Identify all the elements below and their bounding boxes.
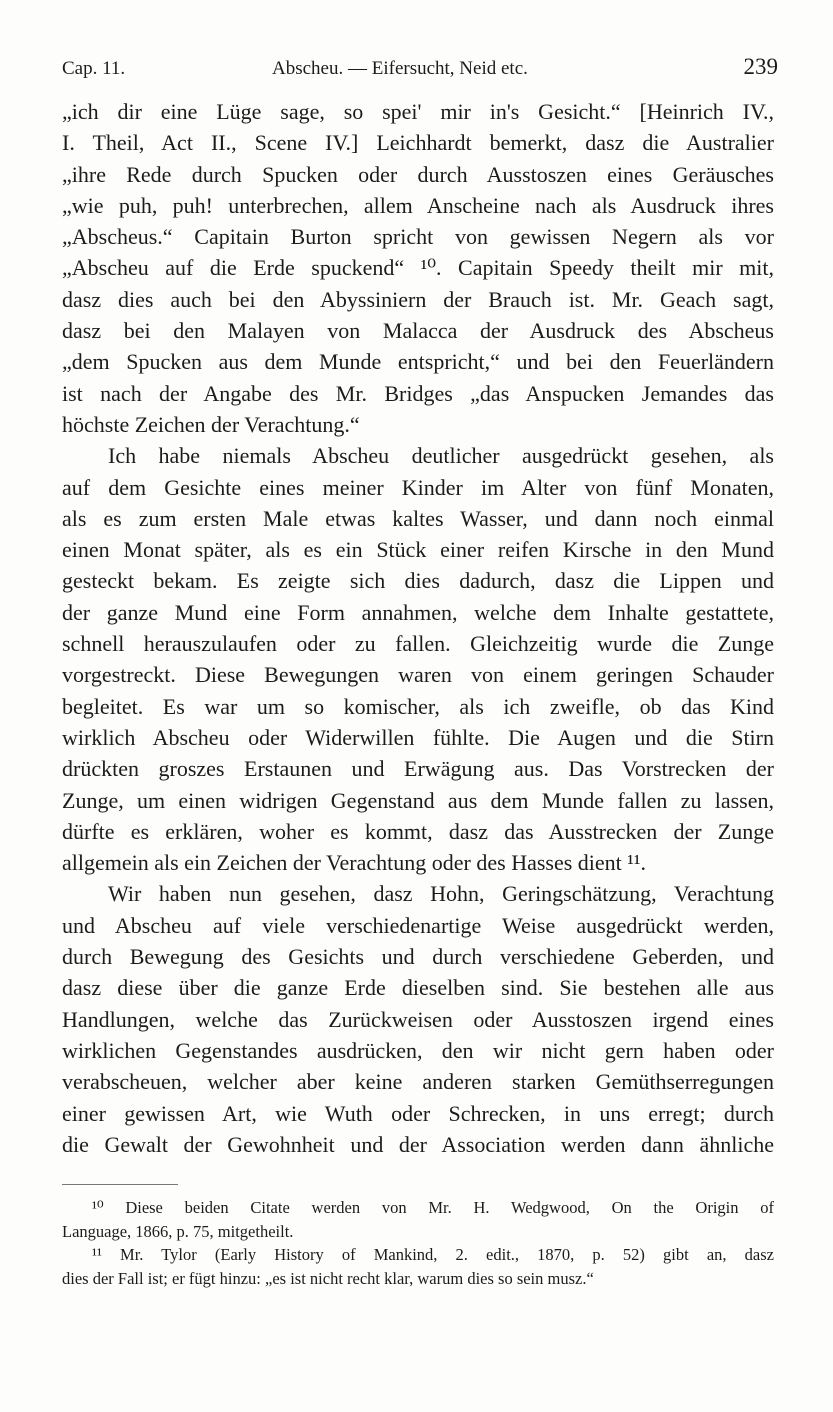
text-line: vorgestreckt. Diese Bewegungen waren von einem geringen Schauder — [62, 662, 774, 688]
text-line: begleitet. Es war um so komischer, als ich zweifle, ob das Kind — [62, 693, 774, 719]
text-line: wirklich Abscheu oder Widerwillen fühlte. Die Augen und die Stirn — [62, 724, 774, 750]
footnote-line: dies der Fall ist; er fügt hinzu: „es ist nicht recht klar, warum dies so sein musz.“ — [62, 1268, 594, 1288]
text-line: „Abscheus.“ Capitain Burton spricht von gewissen Negern als vor — [62, 224, 774, 250]
text-line: Wir haben nun gesehen, dasz Hohn, Geringschätzung, Verachtung — [108, 881, 774, 907]
text-line: „wie puh, puh! unterbrechen, allem Anscheine nach als Ausdruck ihres — [62, 192, 774, 218]
body-text — [62, 96, 774, 1160]
running-title: Abscheu. — Eifersucht, Neid etc. — [272, 58, 528, 79]
text-line: dasz dies auch bei den Abyssiniern der Brauch ist. Mr. Geach sagt, — [62, 286, 774, 312]
text-line: höchste Zeichen der Verachtung.“ — [62, 411, 360, 437]
running-header — [62, 54, 778, 84]
footnote-line: Language, 1866, p. 75, mitgetheilt. — [62, 1221, 294, 1241]
text-line: verabscheuen, welcher aber keine anderen starken Gemüthserregungen — [62, 1069, 774, 1095]
text-line: die Gewalt der Gewohnheit und der Association werden dann ähnliche — [62, 1131, 774, 1157]
text-line: der ganze Mund eine Form annahmen, welche dem Inhalte gestattete, — [62, 599, 774, 625]
text-line: „ihre Rede durch Spucken oder durch Ausstoszen eines Geräusches — [62, 161, 774, 187]
text-line: gesteckt bekam. Es zeigte sich dies dadurch, dasz die Lippen und — [62, 568, 774, 594]
text-line: „ich dir eine Lüge sage, so spei' mir in's Gesicht.“ [Heinrich IV., — [62, 99, 774, 124]
page-number: 239 — [743, 54, 778, 79]
footnote-line: ¹¹ Mr. Tylor (Early History of Mankind, 2. edit., 1870, p. 52) gibt an, dasz — [92, 1245, 774, 1264]
text-line: dürfte es erklären, woher es kommt, dasz das Ausstrecken der Zunge — [62, 818, 774, 844]
text-line: durch Bewegung des Gesichts und durch verschiedene Geberden, und — [62, 944, 774, 970]
text-line: Handlungen, welche das Zurückweisen oder Ausstoszen irgend eines — [62, 1006, 774, 1032]
text-line: allgemein als ein Zeichen der Verachtung oder des Hasses dient ¹¹. — [62, 850, 646, 876]
footnotes — [62, 1196, 774, 1290]
text-line: drückten groszes Erstaunen und Erwägung aus. Das Vorstrecken der — [62, 756, 774, 782]
text-line: „dem Spucken aus dem Munde entspricht,“ und bei den Feuerländern — [62, 349, 774, 375]
text-line: I. Theil, Act II., Scene IV.] Leichhardt bemerkt, dasz die Australier — [62, 130, 774, 156]
text-line: Zunge, um einen widrigen Gegenstand aus dem Munde fallen zu lassen, — [62, 787, 774, 813]
text-line: einen Monat später, als es ein Stück einer reifen Kirsche in den Mund — [62, 537, 774, 563]
text-line: wirklichen Gegenstandes ausdrücken, den wir nicht gern haben oder — [62, 1037, 774, 1063]
text-line: Ich habe niemals Abscheu deutlicher ausgedrückt gesehen, als — [108, 443, 774, 469]
text-line: und Abscheu auf viele verschiedenartige Weise ausgedrückt werden, — [62, 912, 774, 938]
text-line: als es zum ersten Male etwas kaltes Wasser, und dann noch einmal — [62, 505, 774, 531]
text-line: dasz bei den Malayen von Malacca der Ausdruck des Abscheus — [62, 318, 774, 344]
text-line: dasz diese über die ganze Erde dieselben sind. Sie bestehen alle aus — [62, 975, 774, 1001]
chapter-label: Cap. 11. — [62, 58, 126, 79]
footnote-divider — [62, 1184, 178, 1185]
footnote-line: ¹⁰ Diese beiden Citate werden von Mr. H. Wedgwood, On the Origin of — [92, 1198, 774, 1217]
text-line: schnell herauszulaufen oder zu fallen. Gleichzeitig wurde die Zunge — [62, 631, 774, 657]
text-line: auf dem Gesichte eines meiner Kinder im Alter von fünf Monaten, — [62, 474, 774, 500]
text-line: einer gewissen Art, wie Wuth oder Schrecken, in uns erregt; durch — [62, 1100, 774, 1126]
text-line: ist nach der Angabe des Mr. Bridges „das Anspucken Jemandes das — [62, 380, 774, 406]
text-line: „Abscheu auf die Erde spuckend“ ¹⁰. Capitain Speedy theilt mir mit, — [62, 255, 774, 281]
